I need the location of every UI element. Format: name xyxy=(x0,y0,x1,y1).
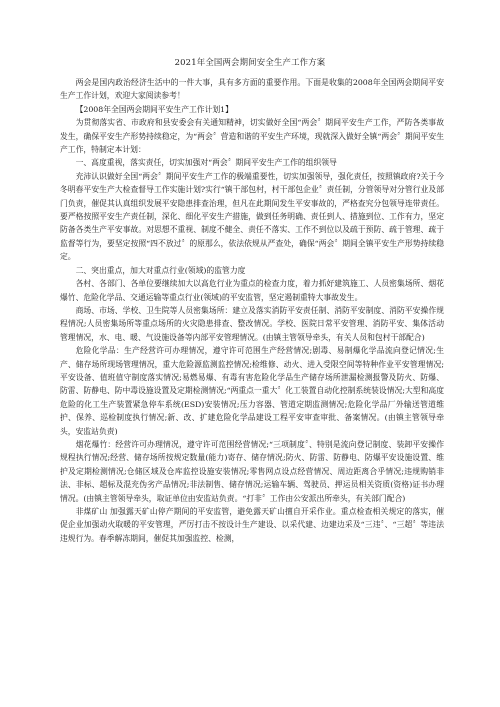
hazardous-chemicals-paragraph: 危险化学品：生产经营许可办理情况，遵守许可范围生产经营情况;剧毒、易制爆化学品流向登记情况;生产、储存场所现场管理情况，重大危险源监测监控情况;检维修、动火、进入受限空间等特种作业平安管理情况;平安设备、值班值守制度落实情况;易燃易爆、有毒有害危险化学品生产储存场所泄漏检测报警及防火、防爆、防雷、防静电、防中毒设施设置及定期检测情况;“两重点一重大〞化工装置自动化控制系统装设情况;大型和高度危险的化工生产装置紧急停车系统(ESD)安装情况;压力容器、管道定期监测情况;危险化学品厂外输送管道维护、保养、巡检制度执行情况;新、改、扩建危险化学品建设工程平安审查审批、备案情况。(由镇主管领导牵头，安监站负责) xyxy=(60,346,444,436)
crowded-places-paragraph: 商场、市场、学校、卫生院等人员密集场所：建立及落实消防平安责任制、消防平安制度、消防平安操作规程情况;人员密集场所等重点场所的火灾隐患排查、整改情况。学校、医院日常平安管理、消防平安、集体活动管理情况，水、电、暖、气设施设备等内部平安管理情况。(由镇主管领导牵头，有关人员和包村干部配合) xyxy=(60,305,444,342)
section-heading-plan-1: 【2008年全国两会期间平安生产工作计划1】 xyxy=(75,104,233,114)
fireworks-paragraph: 烟花爆竹：经营许可办理情况，遵守许可范围经营情况;“三项制度〞、特别是流向登记制度、装卸平安操作规程执行情况;经营、储存场所按规定数量(能力)寄存、储存情况;防火、防雷、防静电、防爆平安设施设置、维护及定期检测情况;仓储区域及仓库监控设施安装情况;零售网点设点经营情况、周边距离合乎情况;违规购销非法、非标、超标及混充伪劣产品情况;非法制售、储存情况;运输车辆、驾驶员、押运员相关资质(资格)证书办理情况。(由镇主管领导牵头，取证单位由安监站负责。“打非〞工作由公安派出所牵头，有关部门配合) xyxy=(60,439,444,503)
non-coal-mines-paragraph: 非煤矿山 加强露天矿山停产期间的平安监管，避免露天矿山擅自开采作业。重点检查相关规定的落实，催促企业加强动火取暖的平安管理，严厉打击不按设计生产建设、以采代建、边建边采及“三违〞、“三超〞等违法违规行为。春季解冻期间，催促其加强监控、检测， xyxy=(60,507,444,543)
section-1-paragraph: 充沛认识做好全国“两会〞期间平安生产工作的极端重要性，切实加强领导，强化责任，按照镇政府?关于今冬明春平安生产大检查督导工作实施计划?实行“镇干部包村，村干部包企业〞责任制，分管领导对分管行业及部门负责，催促其认真组织发展平安隐患排查治理，但凡在此期间发生平安事故的，严格查究分包领导连带责任。要严格按照平安生产责任制，深化、细化平安生产措施，做到任务明确、责任到人、措施到位、工作有力，坚定防备各类生产平安事故。对思想不重视、制度不健全、责任不落实、工作不到位以及疏于预防、疏于管理、疏于监督等行为，要坚定按照“四不放过〞的原那么，依法依规从严查处，确保“两会〞期间全镇平安生产形势持续稳定。 xyxy=(60,171,444,262)
intro-paragraph: 两会是国内政治经济生活中的一件大事，具有多方面的重要作用。下面是收集的2008年全国两会期间平安生产工作计划，欢迎大家阅读参考！ xyxy=(60,78,444,101)
section-heading-1: 一、高度重视，落实责任，切实加强对“两会〞期间平安生产工作的组织领导 xyxy=(75,158,337,168)
document-body xyxy=(60,76,444,545)
section-2-paragraph: 各村、各部门、各单位要继续加大以高危行业为重点的检查力度，着力抓好建筑施工、人员密集场所、烟花爆竹、危险化学品、交通运输等重点行业(领域)的平安监管，坚定遏制重特大事故发生。 xyxy=(60,279,444,302)
preamble-paragraph: 为贯彻落实省、市政府和县安委会有关通知精神，切实做好全国“两会〞期间平安生产工作，严防各类事故发生，确保平安生产形势持续稳定，为“两会〞营造和谐的平安生产环境，现就深入做好全镇“两会〞期间平安生产工作，特制定本计划： xyxy=(60,118,444,155)
section-heading-2: 二、突出重点，加大对重点行业(领域)的监管力度 xyxy=(75,265,246,275)
document-title: 2021年全国两会期间安全生产工作方案 xyxy=(174,57,326,67)
